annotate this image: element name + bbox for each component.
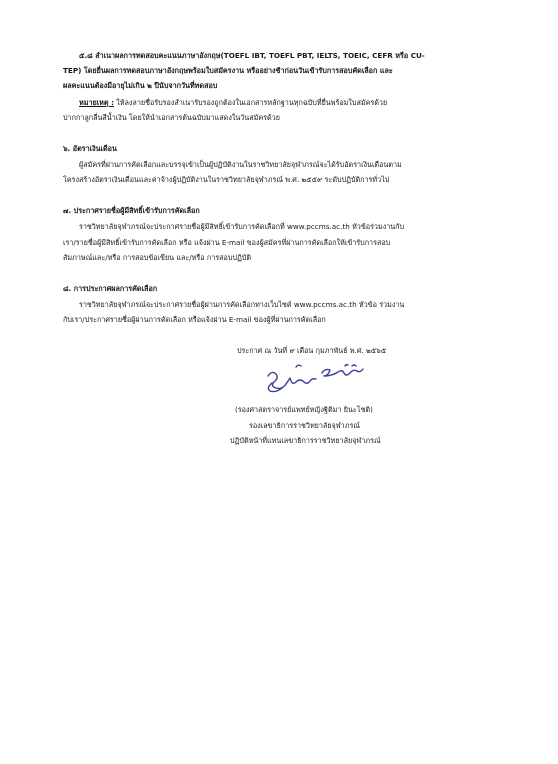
section-7-heading: ๗. ประกาศรายชื่อผู้มีสิทธิ์เข้ารับการคัดเลือก <box>63 206 200 215</box>
note-line-2: ปากกาลูกลื่นสีน้ำเงิน โดยให้นำเอกสารต้นฉบับมาแสดงในวันสมัครด้วย <box>63 113 280 122</box>
section-8-line-2: กับเรา/ประกาศรายชื่อผู้ผ่านการคัดเลือก หรือแจ้งผ่าน E-mail ของผู้ที่ผ่านการคัดเลือก <box>63 315 326 324</box>
section-8-heading: ๘. การประกาศผลการคัดเลือก <box>63 284 158 293</box>
item-5-8-line-1: ๕.๘ สำเนาผลการทดสอบคะแนนภาษาอังกฤษ(TOEFL IBT, TOEFL PBT, IELTS, TOEIC, CEFR หรือ CU- <box>79 51 425 60</box>
section-6-line-1: ผู้สมัครที่ผ่านการคัดเลือกและบรรจุเข้าเป็นผู้ปฏิบัติงานในราชวิทยาลัยจุฬาภรณ์จะได้รับอัตราเงินเดือนตาม <box>79 160 402 169</box>
section-8-line-1: ราชวิทยาลัยจุฬาภรณ์จะประกาศรายชื่อผู้ผ่านการคัดเลือกทางเว็บไซต์ www.pccms.ac.th หัวข้อ ร่วมงาน <box>79 300 405 309</box>
note-text: ให้ลงลายชื่อรับรองสำเนารับรองถูกต้องในเอกสารหลักฐานทุกฉบับที่ยื่นพร้อมใบสมัครด้วย <box>113 98 388 107</box>
section-7-line-2: เรา/รายชื่อผู้มีสิทธิ์เข้ารับการคัดเลือก หรือ แจ้งผ่าน E-mail ของผู้สมัครที่ผ่านการคัดเลือกให้เข้ารับการสอบ <box>63 238 391 247</box>
note-label: หมายเหตุ : <box>79 98 114 107</box>
section-7-line-3: สัมภาษณ์และ/หรือ การสอบข้อเขียน และ/หรือ การสอบปฏิบัติ <box>63 253 251 262</box>
section-7-line-1: ราชวิทยาลัยจุฬาภรณ์จะประกาศรายชื่อผู้มีสิทธิ์เข้ารับการคัดเลือกที่ www.pccms.ac.th หัวข้อร่วมงานกับ <box>79 222 405 231</box>
section-6-heading: ๖. อัตราเงินเดือน <box>63 144 117 153</box>
signer-name: (รองศาสตราจารย์แพทย์หญิงฐิติมา ยินะโชติ) <box>235 405 373 414</box>
signer-position-1: รองเลขาธิการราชวิทยาลัยจุฬาภรณ์ <box>249 421 360 430</box>
signer-position-2: ปฏิบัติหน้าที่แทนเลขาธิการราชวิทยาลัยจุฬาภรณ์ <box>230 436 381 445</box>
item-5-8-line-2: TEP) โดยยื่นผลการทดสอบภาษาอังกฤษพร้อมใบสมัครงาน หรืออย่างช้าก่อนวันเข้ารับการสอบคัดเลือก และ <box>63 66 393 75</box>
announcement-date: ประกาศ ณ วันที่ ๙ เดือน กุมภาพันธ์ พ.ศ. ๒๕๖๕ <box>237 346 387 355</box>
item-5-8-line-3: ผลคะแนนต้องมีอายุไม่เกิน ๒ ปีนับจากวันที่ทดสอบ <box>63 81 218 90</box>
section-6-line-2: โครงสร้างอัตราเงินเดือนและค่าจ้างผู้ปฏิบัติงานในราชวิทยาลัยจุฬาภรณ์ พ.ศ. ๒๕๕๙ ระดับปฏิบัติการทั่วไป <box>63 175 390 184</box>
